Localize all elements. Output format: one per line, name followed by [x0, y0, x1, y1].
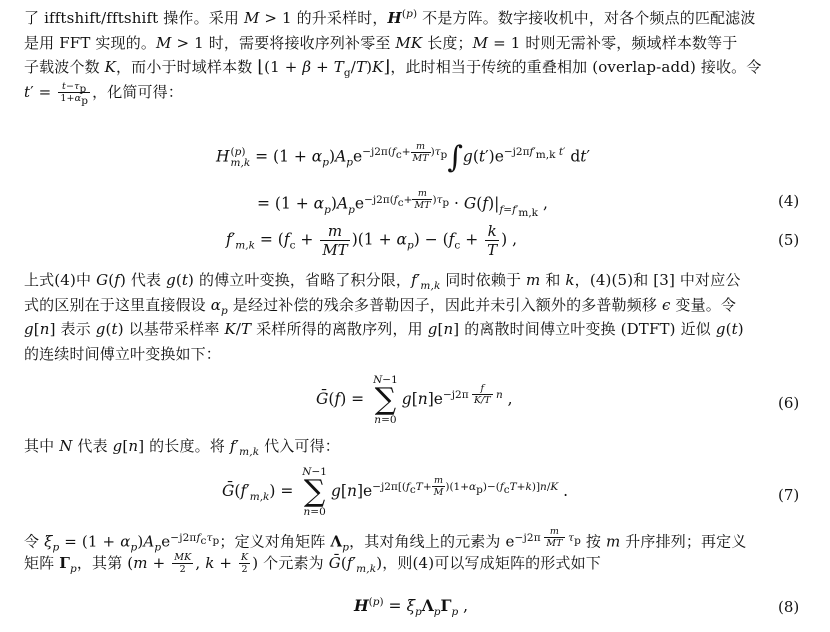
paragraph-2 [24, 268, 804, 366]
paragraph-2-line-2: 式的区别在于这里直接假设 $\alpha_p$ 是经过补偿的残余多普勒因子，因此并未引入额外的多普勒频移 ϵ 变量。令 [24, 295, 737, 317]
paragraph-1-line-2: 是用 FFT 实现的。M > 1 时，需要将接收序列补零至 MK 长度；M = 1 时则无需补零，频域样本数等于 [24, 33, 738, 52]
equation-5-number: (5) [778, 231, 800, 249]
equation-6-number: (6) [778, 394, 800, 412]
paragraph-3-line-1: 其中 N 代表 g[n] 的长度。将 $f'_{m,k}$ 代入可得： [24, 437, 340, 458]
paragraph-1-line-4: t′ = $\frac{t-\tau_p}{1+\alpha_p}$ ，化简可得： [24, 81, 183, 107]
paragraph-3 [24, 434, 804, 459]
paragraph-2-line-1: 上式(4)中 G(f) 代表 g(t) 的傅立叶变换，省略了积分限，$f'_{m,k}$ 同时依赖于 m 和 k，(4)(5)和 [3] 中对应公 [24, 271, 741, 292]
equation-7: $Ḡ(f'_{m,k})$ = N−1 ∑ n=0 $g[n]e^{-j2\pi[(f_cT+ \frac{m}{M} )(1+\alpha_p)-(f_cT+k)]n/K}$ . [222, 466, 569, 518]
paragraph-1-line-1: 了 ifftshift/fftshift 操作。采用 M > 1 的升采样时，$H^{(p)}$ 不是方阵。数字接收机中，对各个频点的匹配滤波 [24, 8, 756, 27]
equation-4-row-2: = $(1 + \alpha_p)A_pe^{-j2\pi(f_c+ \frac{m}{MT} )\tau_p} \cdot G(f)|_{f=f'_{m,k}}$ , [257, 188, 548, 219]
paragraph-4-line-2: 矩阵 $\Gamma_p$，其第 (m + $\frac{MK}{2}$ , k + $\frac{K}{2}$ ) 个元素为 $Ḡ(f'_{m,k})$，则(4)可以写成矩阵的形式如下 [24, 552, 601, 575]
paragraph-4-line-1: 令 $\xi_p = (1 + \alpha_p)A_pe^{-j2\pi f_c\tau_p}$；定义对角矩阵 $\Lambda_p$，其对角线上的元素为 $e^{-j2\pi \frac{m}{MT} \tau_p}$ 按 m 升序排列；再定义 [24, 526, 747, 554]
equation-8-number: (8) [778, 598, 800, 616]
paragraph-2-line-3: g[n] 表示 g(t) 以基带采样率 K/T 采样所得的离散序列，用 g[n] 的离散时间傅立叶变换 (DTFT) 近似 g(t) [24, 320, 744, 338]
paragraph-1-line-3: 子载波个数 K，而小于时域样本数 ⌊(1 + $\beta + T_g/T)K⌋$，此时相当于传统的重叠相加 (overlap-add) 接收。令 [24, 57, 762, 79]
equation-7-number: (7) [778, 486, 800, 504]
paragraph-1 [24, 6, 804, 107]
equation-4-number: (4) [778, 192, 800, 210]
equation-4-row-1: H (p) m,k = $(1 + \alpha_p)A_pe^{-j2\pi(f_c+ \frac{m}{MT} )\tau_p}\int g(t')e^{-j2\pi f'_{m,k} t'}$ dt′ [216, 140, 591, 175]
equation-5: $f'_{m,k} = (f_c$ + $\frac{m}{MT}$ )$(1 + \alpha_p) - (f_c$ + $\frac{k}{T}$ ) , [226, 222, 518, 259]
equation-8: $H^{(p)} = \xi_p\Lambda_p\Gamma_p$ , [354, 595, 469, 619]
paragraph-4 [24, 526, 804, 575]
equation-6: Ḡ(f) = N−1 ∑ n=0 $g[n]e^{-j2\pi \frac{f}{K/T} n}$ , [316, 374, 513, 426]
paragraph-2-line-4: 的连续时间傅立叶变换如下： [24, 344, 221, 363]
